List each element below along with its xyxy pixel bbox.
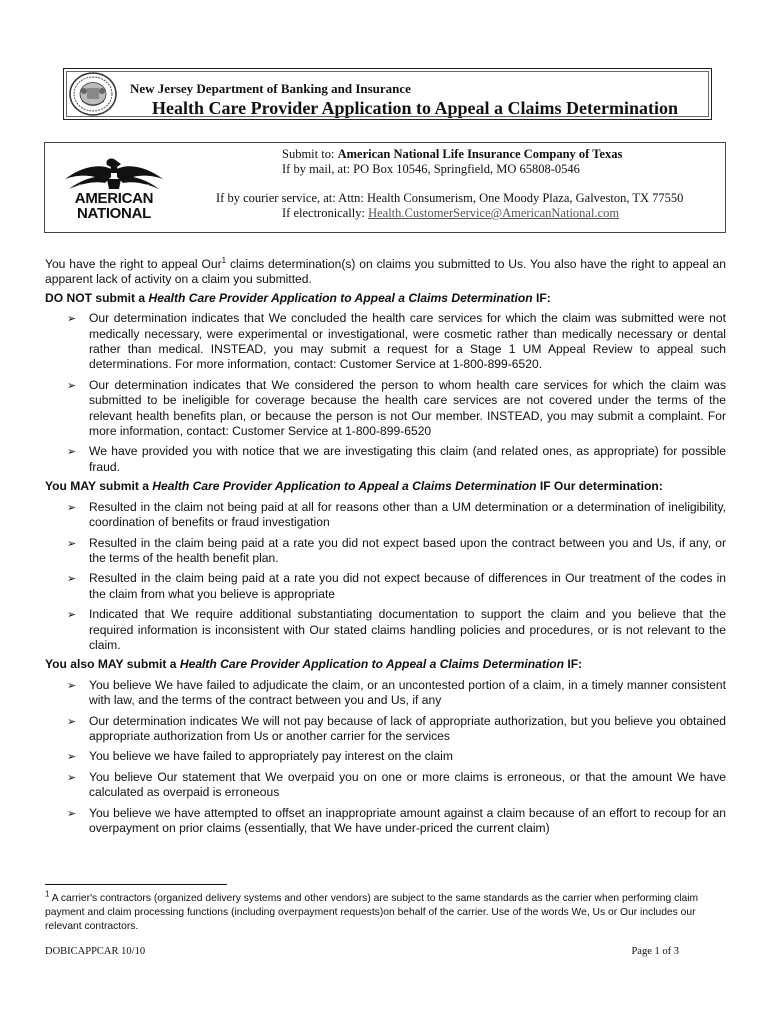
mail-address: If by mail, at: PO Box 10546, Springfield, MO 65808-0546 [282,162,580,176]
footnote-text: A carrier's contractors (organized delivery systems and other vendors) are subject to the same standards as the carrier when performing claim payment and claim processing functions (including overpayment requests)on behalf of the carrier. Use of the words We, Us or Our includes our relevant contractors. [45,893,699,932]
list-item: ➢ We have provided you with notice that we are investigating this claim (and related ones, as appropriate) for possible fraud. [45,444,726,475]
heading-form-name: Health Care Provider Application to Appeal a Claims Determination [152,479,537,494]
electronic-label: If electronically: [282,206,369,220]
intro-text-end: claims determination(s) on claims you submitted to Us. You also have the right to appeal an apparent lack of activity on a claim you submitted. [45,257,726,287]
heading-form-name: Health Care Provider Application to Appeal a Claims Determination [179,657,565,672]
form-code: DOBICAPPCAR 10/10 [45,946,146,957]
state-seal-icon [68,71,118,117]
logo-line-2: NATIONAL [77,205,151,222]
department-name: New Jersey Department of Banking and Insurance [130,81,411,96]
intro-text-start: You have the right to appeal Our [45,257,222,271]
footnote-divider [45,884,227,885]
submit-to-label: Submit to: [282,147,338,161]
heading-tail: IF: [532,290,551,305]
heading-tail: IF: [564,657,583,672]
may-submit-list [45,500,726,654]
email-link[interactable]: Health.CustomerService@AmericanNational.com [368,206,620,220]
footnote-reference[interactable]: 1 [221,255,227,265]
logo-line-1: AMERICAN [74,190,154,207]
page-number: Page 1 of 3 [631,946,679,957]
list-item: ➢ You believe Our statement that We overpaid you on one or more claims is erroneous, or that the amount We have calculated as overpaid is erroneous [45,770,726,801]
list-item: ➢ You believe We have failed to adjudicate the claim, or an uncontested portion of a claim, in a timely manner consistent with law, and the terms of the contract between you and Us, if any [45,678,726,709]
logo-text [59,191,169,221]
list-item: ➢ Resulted in the claim not being paid at all for reasons other than a UM determination or a determination of ineligibility, coordination of benefits or fraud investigation [45,500,726,531]
list-item: ➢ Our determination indicates We will not pay because of lack of appropriate authorization, but you believe you obtained appropriate authorization from Us or another carrier for the services [45,714,726,745]
document-body [45,257,726,840]
section-heading-may-submit [45,479,726,494]
list-item: ➢ Our determination indicates that We considered the person to whom health care services for which the claim was submitted to be ineligible for coverage because the health care services are not covered under the terms of the relevant health benefits plan, or because the person is not Our member. INSTEAD, you may submit a complaint. For more information, contact: Customer Service at 1-800-899-6520 [45,378,726,440]
also-may-submit-list [45,678,726,837]
section-heading-also-may-submit [45,657,726,672]
heading-lead: You also MAY submit a [45,657,180,672]
section-heading-do-not-submit [45,291,726,306]
list-item: ➢ You believe we have attempted to offset an inappropriate amount against a claim because of an effort to recoup for an overpayment on prior claims (essentially, that We have under-priced the current claim) [45,806,726,837]
footnote [45,889,726,934]
submit-box [44,142,726,233]
list-item: ➢ Resulted in the claim being paid at a rate you did not expect based upon the contract between you and Us, if any, or the terms of the health benefit plan. [45,536,726,567]
heading-tail: IF Our determination: [536,479,663,494]
list-item: ➢ Resulted in the claim being paid at a rate you did not expect because of differences in Our treatment of the codes in the claim from what you believe is appropriate [45,571,726,602]
submit-to-company: American National Life Insurance Company of Texas [337,147,623,161]
list-item: ➢ Indicated that We require additional substantiating documentation to support the claim and you believe that the required information is inconsistent with Our stated claims handling policies and procedures, or is not relevant to the claim. [45,607,726,653]
courier-address: If by courier service, at: Attn: Health Consumerism, One Moody Plaza, Galveston, TX 77550 [216,191,684,205]
form-title: Health Care Provider Application to Appeal a Claims Determination [152,98,678,118]
heading-lead: DO NOT submit a [45,290,149,305]
header-box [63,68,712,120]
footnote-number: 1 [45,889,50,899]
list-item: ➢ Our determination indicates that We concluded the health care services for which the claim was submitted were not medically necessary, were experimental or investigational, were cosmetic rather than medically necessary or dental rather than medical. INSTEAD, you may submit a request for a Stage 1 UM Appeal Review to appeal such determinations. For more information, contact: Customer Service at 1-800-899-6520. [45,311,726,373]
intro-paragraph [45,257,726,288]
do-not-submit-list [45,311,726,475]
heading-form-name: Health Care Provider Application to Appeal a Claims Determination [148,290,533,305]
list-item: ➢ You believe we have failed to appropriately pay interest on the claim [45,749,726,764]
submit-to-line [282,147,622,162]
electronic-line [282,206,619,221]
heading-lead: You MAY submit a [45,479,153,494]
